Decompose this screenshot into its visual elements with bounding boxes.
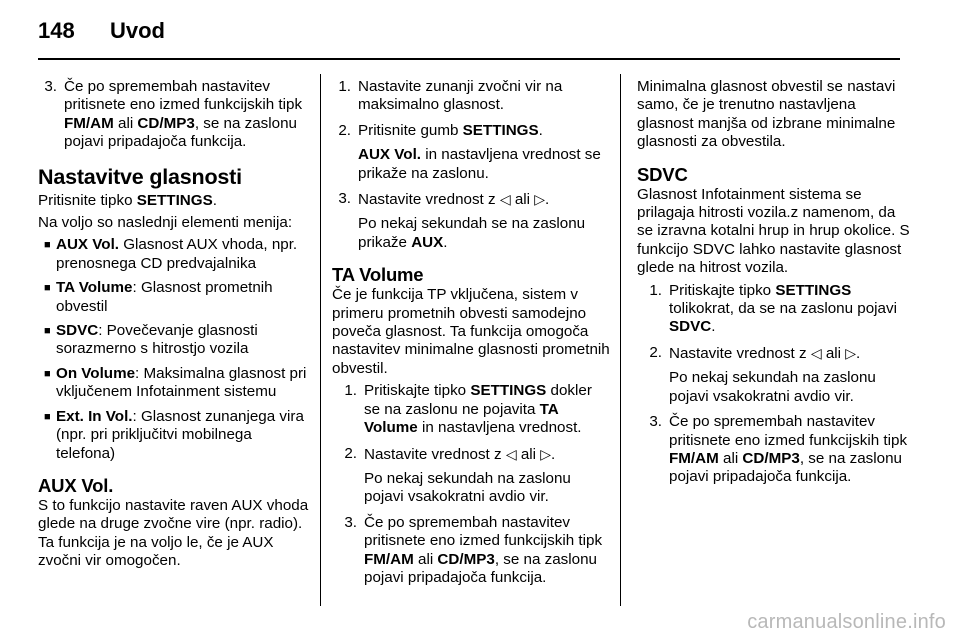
intro-step-list [38, 78, 310, 152]
list-item: ■ TA Volume: Glasnost prometnih obvestil [38, 279, 310, 316]
bullet-icon: ■ [44, 325, 51, 338]
watermark: carmanualsonline.info [747, 611, 946, 633]
list-item: ■ SDVC: Povečevanje glasnosti sorazmerno s hitrostjo vozila [38, 322, 310, 359]
column-divider-2 [620, 74, 621, 606]
bullet-icon: ■ [44, 367, 51, 380]
column-right [637, 78, 913, 494]
list-item: 2. Nastavite vrednost z ◁ ali ▷. Po nekaj sekundah na zaslonu pojavi vsakokratni avdio vir. [649, 343, 876, 405]
ta-min-volume-note: Minimalna glasnost obvestil se nastavi samo, če je trenutno nastavljena glasnost manjša od izbrane minimalne glasnosti za obvestila. [637, 78, 896, 151]
page-title: Uvod [110, 18, 165, 43]
ta-description: Če je funkcija TP vključena, sistem v primeru prometnih obvesti samodejno poveča glasnost. Ta funkcija omogoča nastavitev minimalne glasnosti prometnih obvestil. [332, 286, 610, 377]
list-item: 3. Če po spremembah nastavitev pritisnete eno izmed funkcijskih tipk FM/AM ali CD/MP3, se na zaslonu pojavi pripadajoča funkcija. [344, 513, 603, 586]
list-item: ■ AUX Vol. Glasnost AUX vhoda, npr. prenosnega CD predvajalnika [38, 236, 310, 273]
column-divider-1 [320, 74, 321, 606]
arrow-right-icon: ▷ [845, 344, 857, 361]
list-item: 2. Pritisnite gumb SETTINGS. AUX Vol. in nastavljena vrednost se prikaže na zaslonu. [338, 121, 601, 182]
list-item: ■ Ext. In Vol.: Glasnost zunanjega vira (npr. pri priključitvi mobilnega telefona) [38, 408, 310, 463]
arrow-left-icon: ◁ [810, 344, 822, 361]
arrow-left-icon: ◁ [505, 445, 517, 462]
list-item: 3. Če po spremembah nastavitev pritisnete eno izmed funkcijskih tipk FM/AM ali CD/MP3, se na zaslonu pojavi pripadajoča funkcija. [44, 78, 303, 151]
arrow-right-icon: ▷ [540, 445, 552, 462]
menu-intro-text: Na voljo so naslednji elementi menija: [38, 214, 293, 232]
column-middle [332, 78, 612, 594]
list-item: 1. Pritiskajte tipko SETTINGS tolikokrat, da se na zaslonu pojavi SDVC. [649, 281, 897, 336]
page-header [38, 18, 165, 48]
list-item: ■ On Volume: Maksimalna glasnost pri vključenem Infotainment sistemu [38, 365, 310, 402]
bullet-icon: ■ [44, 239, 51, 252]
sdvc-description: Glasnost Infotainment sistema se prilagaja hitrosti vozila.z namenom, da se izravna kotalni hrup in hrup okolice. S funkcijo SDVC lahko nastavite glasnost glede na hitrost vozila. [637, 185, 910, 277]
press-settings-text: Pritisnite tipko SETTINGS. [38, 191, 217, 209]
list-item: 3. Nastavite vrednost z ◁ ali ▷. Po nekaj sekundah se na zaslonu prikaže AUX. [338, 190, 586, 251]
list-item: 3. Če po spremembah nastavitev pritisnete eno izmed funkcijskih tipk FM/AM ali CD/MP3, se na zaslonu pojavi pripadajoča funkcija. [649, 413, 908, 486]
menu-items-list [38, 236, 310, 462]
section-heading-ta-volume: TA Volume [332, 264, 424, 286]
ta-steps-list [332, 382, 612, 587]
section-heading-sdvc: SDVC [637, 163, 688, 185]
sdvc-steps-list [637, 282, 913, 487]
aux-description: S to funkcijo nastavite raven AUX vhoda glede na druge zvočne vire (npr. radio). Ta funkcija je na voljo le, če je AUX zvočni vir omogočen. [38, 496, 309, 570]
bullet-icon: ■ [44, 410, 51, 423]
section-heading-aux: AUX Vol. [38, 474, 114, 496]
list-item: 2. Nastavite vrednost z ◁ ali ▷. Po nekaj sekundah na zaslonu pojavi vsakokratni avdio vir. [344, 444, 571, 506]
list-item: 1. Nastavite zunanji zvočni vir na maksimalno glasnost. [338, 78, 563, 114]
column-left [38, 78, 310, 575]
list-item: 1. Pritiskajte tipko SETTINGS dokler se na zaslonu ne pojavita TA Volume in nastavljena vrednost. [344, 382, 592, 437]
bullet-icon: ■ [44, 282, 51, 295]
arrow-right-icon: ▷ [534, 191, 546, 208]
header-divider [38, 58, 900, 60]
section-heading-volume: Nastavitve glasnosti [38, 164, 242, 189]
aux-steps-list [332, 78, 612, 252]
page-number: 148 [38, 18, 75, 43]
arrow-left-icon: ◁ [499, 191, 511, 208]
